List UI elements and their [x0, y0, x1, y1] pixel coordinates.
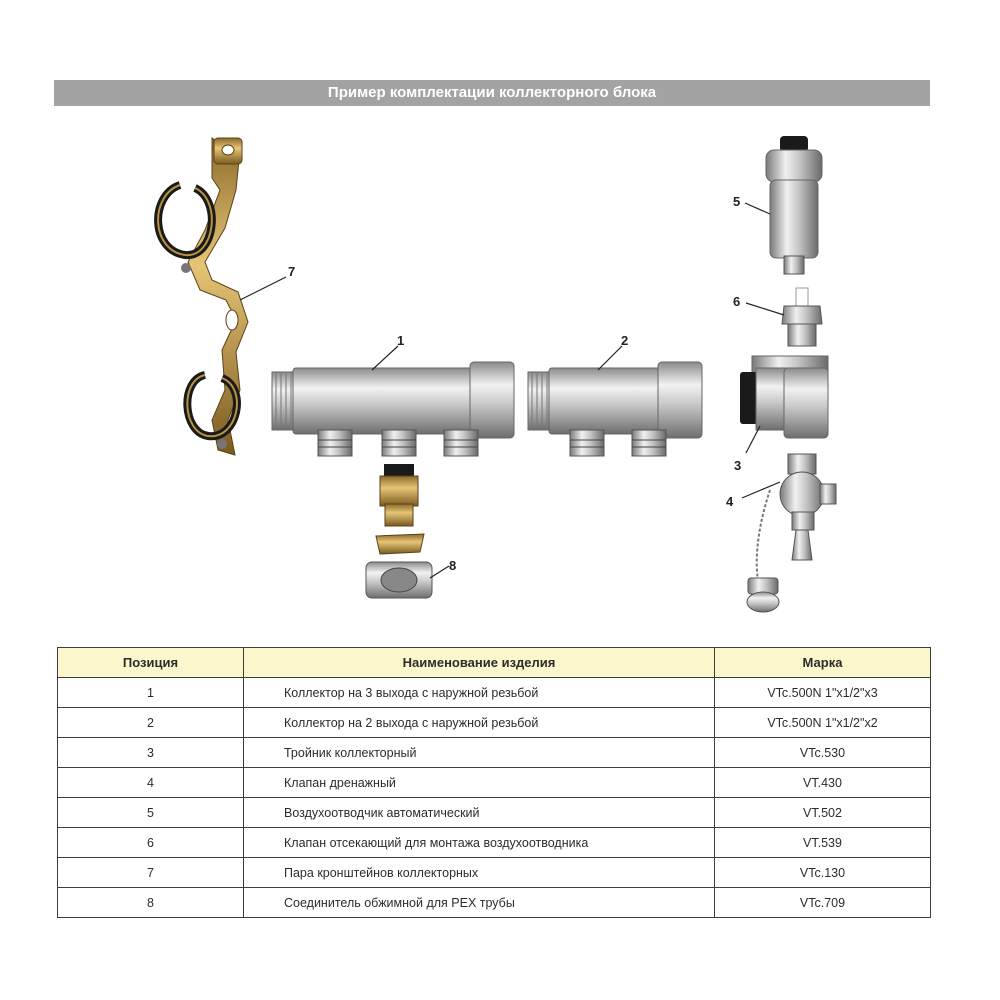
- cell-position: 2: [58, 708, 244, 738]
- shutoff-valve-part: [782, 288, 822, 346]
- manifold-2-outlets-part: [528, 362, 702, 456]
- bracket-pair-part: [158, 138, 248, 455]
- manifold-3-outlets-part: [272, 362, 514, 456]
- cell-name: Соединитель обжимной для PEX трубы: [244, 888, 715, 918]
- cell-name: Коллектор на 3 выхода с наружной резьбой: [244, 678, 715, 708]
- table-row: [58, 828, 931, 858]
- table-row: [58, 768, 931, 798]
- callout-line-6: [746, 303, 784, 315]
- callout-label-2: 2: [621, 333, 629, 348]
- cell-position: 3: [58, 738, 244, 768]
- callout-label-7: 7: [288, 264, 296, 279]
- cell-mark: VTc.530: [715, 738, 931, 768]
- callout-label-5: 5: [733, 194, 741, 209]
- cell-name: Воздухоотводчик автоматический: [244, 798, 715, 828]
- callout-line-4: [742, 482, 780, 498]
- cell-position: 8: [58, 888, 244, 918]
- cell-position: 1: [58, 678, 244, 708]
- table-row: [58, 678, 931, 708]
- table-header-row: [58, 648, 931, 678]
- cell-position: 5: [58, 798, 244, 828]
- table-row: [58, 888, 931, 918]
- callout-line-2: [598, 346, 622, 370]
- parts-table: [57, 647, 931, 918]
- cell-name: Пара кронштейнов коллекторных: [244, 858, 715, 888]
- callout-label-6: 6: [733, 294, 741, 309]
- cell-position: 4: [58, 768, 244, 798]
- callout-label-4: 4: [726, 494, 734, 509]
- cell-mark: VTc.500N 1"x1/2"x2: [715, 708, 931, 738]
- table-row: [58, 708, 931, 738]
- cell-name: Клапан дренажный: [244, 768, 715, 798]
- cell-mark: VTc.130: [715, 858, 931, 888]
- callout-line-8: [430, 566, 449, 578]
- pex-compression-fitting-part: [366, 464, 432, 598]
- callout-line-3: [746, 426, 760, 453]
- section-title: Пример комплектации коллекторного блока: [54, 80, 930, 106]
- cell-name: Коллектор на 2 выхода с наружной резьбой: [244, 708, 715, 738]
- table-row: [58, 798, 931, 828]
- cell-mark: VT.430: [715, 768, 931, 798]
- cell-name: Тройник коллекторный: [244, 738, 715, 768]
- callout-label-3: 3: [734, 458, 742, 473]
- header-position: Позиция: [58, 648, 244, 678]
- cell-mark: VT.502: [715, 798, 931, 828]
- callout-line-1: [372, 346, 398, 370]
- cell-name: Клапан отсекающий для монтажа воздухоотводника: [244, 828, 715, 858]
- callout-line-7: [240, 277, 286, 300]
- cell-position: 6: [58, 828, 244, 858]
- header-mark: Марка: [715, 648, 931, 678]
- manifold-tee-part: [740, 356, 828, 438]
- cell-position: 7: [58, 858, 244, 888]
- callout-label-8: 8: [449, 558, 457, 573]
- drain-valve-part: [747, 454, 836, 612]
- automatic-air-vent-part: [766, 136, 822, 274]
- callout-label-1: 1: [397, 333, 405, 348]
- callout-line-5: [745, 203, 770, 214]
- cell-mark: VT.539: [715, 828, 931, 858]
- cell-mark: VTc.709: [715, 888, 931, 918]
- table-row: [58, 858, 931, 888]
- header-name: Наименование изделия: [244, 648, 715, 678]
- cell-mark: VTc.500N 1"x1/2"x3: [715, 678, 931, 708]
- table-row: [58, 738, 931, 768]
